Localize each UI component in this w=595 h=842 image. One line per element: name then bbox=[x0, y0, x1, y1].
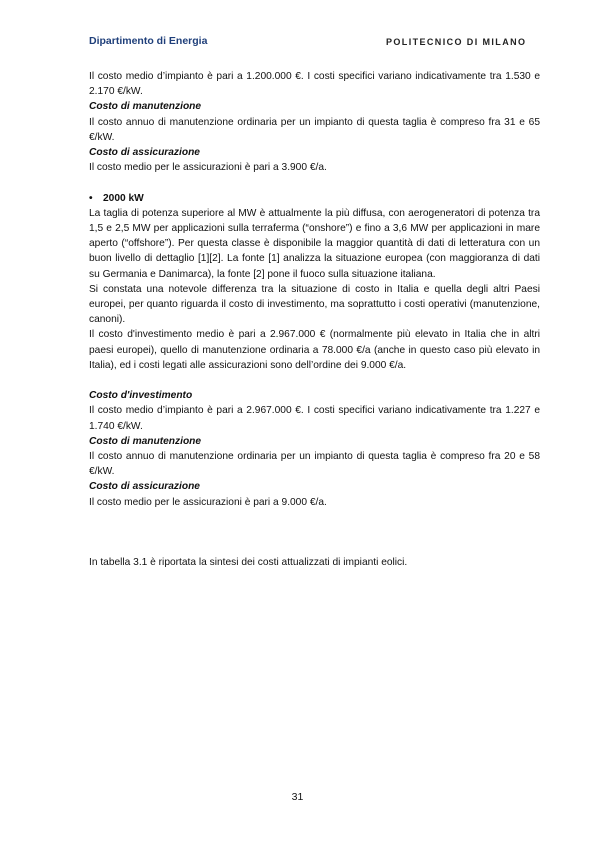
closing-text: In tabella 3.1 è riportata la sintesi dei costi attualizzati di impianti eolici. bbox=[89, 556, 408, 568]
insurance-text: Il costo medio per le assicurazioni è pari a 3.900 €/a. bbox=[89, 162, 327, 174]
cost-plant-text: Il costo medio d’impianto è pari a 1.200.000 €. I costi specifici variano indicativamente tra 1.530 e 2.170 €/kW. bbox=[89, 71, 540, 98]
section-title-text: 2000 kW bbox=[103, 192, 144, 204]
investment-text: Il costo medio d’impianto è pari a 2.967.000 €. I costi specifici variano indicativamente tra 1.227 e 1.740 €/kW. bbox=[89, 405, 540, 432]
maintenance-text: Il costo annuo di manutenzione ordinaria per un impianto di questa taglia è compreso fra 20 e 58 €/kW. bbox=[89, 451, 540, 478]
maintenance-heading: Costo di manutenzione bbox=[89, 101, 202, 113]
header-institution: POLITECNICO DI MILANO bbox=[386, 37, 527, 47]
bullet-icon: • bbox=[89, 192, 93, 204]
paragraph: Il costo d'investimento medio è pari a 2.967.000 € (normalmente più elevato in Italia che in altri paesi europei), quello di manutenzione ordinaria a 78.000 €/a (anche in questo caso più elevato in Italia), ed i costi legati alle assicurazioni sono dell’ordine dei 9.000 €/a. bbox=[89, 329, 540, 371]
insurance-heading: Costo di assicurazione bbox=[89, 147, 200, 159]
paragraph: Si constata una notevole differenza tra la situazione di costo in Italia e quella degli altri Paesi europei, per quanto riguarda il costo di investimento, ma soprattutto i costi operativi (manutenzione, canoni). bbox=[89, 283, 540, 326]
page-number: 31 bbox=[291, 791, 304, 803]
spacer bbox=[89, 510, 540, 555]
investment-heading: Costo d'investimento bbox=[89, 390, 193, 402]
section-title bbox=[89, 191, 540, 206]
maintenance-text: Il costo annuo di manutenzione ordinaria per un impianto di questa taglia è compreso fra 31 e 65 €/kW. bbox=[89, 116, 540, 143]
spacer bbox=[89, 175, 540, 190]
header-department: Dipartimento di Energia bbox=[89, 35, 208, 47]
page-body bbox=[89, 69, 540, 570]
maintenance-heading: Costo di manutenzione bbox=[89, 435, 202, 447]
insurance-heading: Costo di assicurazione bbox=[89, 481, 200, 493]
spacer bbox=[89, 373, 540, 388]
paragraph: La taglia di potenza superiore al MW è attualmente la più diffusa, con aerogeneratori di potenza tra 1,5 e 2,5 MW per applicazioni sulla terraferma (“onshore”) e fino a 3,6 MW per applicazioni in mare aperto (“offshore”). Per questa classe è disponibile la maggior quantità di dati di letteratura con un buon livello di dettaglio [1][2]. La fonte [1] analizza la situazione europea (con maggioranza di dati su Germania e Danimarca), la fonte [2] pone il fuoco sulla situazione italiana. bbox=[89, 207, 540, 280]
insurance-text: Il costo medio per le assicurazioni è pari a 9.000 €/a. bbox=[89, 496, 327, 508]
